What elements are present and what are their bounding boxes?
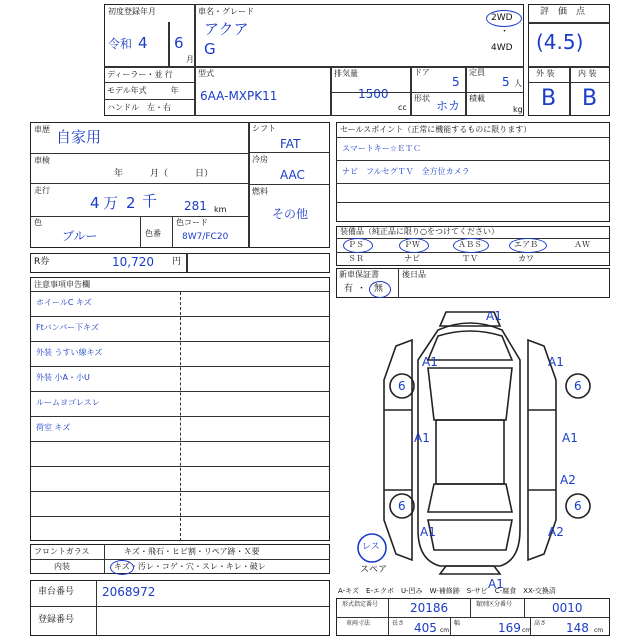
note-3: 外装 うすい線キズ <box>36 348 103 357</box>
warranty-yes: 有 <box>344 284 354 294</box>
note-4: 外装 小A・小U <box>36 373 90 382</box>
equip-pw: ＰＷ <box>404 240 420 249</box>
mark-right-rear: A2 <box>548 525 564 539</box>
color-code: 8W7/FC20 <box>182 232 229 242</box>
color: ブルー <box>62 229 98 243</box>
selling-point-1: スマートキー☆ＥＴＣ <box>342 144 422 153</box>
mark-front: A1 <box>486 309 502 323</box>
recycle-amount: 10,720 <box>112 255 154 269</box>
handle-label: ハンドル 左・右 <box>107 103 171 112</box>
ac: AAC <box>280 168 305 182</box>
width-label: 幅 <box>454 620 461 627</box>
cert-no: 20186 <box>410 601 449 615</box>
fuel: その他 <box>272 207 309 221</box>
recycle-label: R券 <box>34 257 50 267</box>
car-rear-bumper <box>440 566 500 574</box>
length-cm: cm <box>440 627 450 634</box>
score: (4.5) <box>536 30 584 54</box>
width: 169 <box>498 621 521 635</box>
equipment-label: 装備品（純正品に限り○をつけてください） <box>340 227 499 236</box>
equip-sr: ＳＲ <box>348 254 364 263</box>
ac-label: 冷房 <box>252 155 268 164</box>
mileage-rest: 281 <box>184 199 207 213</box>
grade: G <box>204 40 216 58</box>
mark-left-mid: A1 <box>414 431 430 445</box>
score-label: 評 価 点 <box>540 7 586 17</box>
height-cm: cm <box>594 627 604 634</box>
car-hood <box>428 331 512 360</box>
mark-wheel-rl: 6 <box>398 499 406 513</box>
recycle-unit: 円 <box>172 257 182 267</box>
color-code-label: 色コード <box>176 218 208 227</box>
notes-label: 注意事項申告欄 <box>34 280 90 289</box>
dealer-label: ディーラー・並 行 <box>107 70 173 79</box>
doors: 5 <box>452 75 460 89</box>
capacity-unit: 人 <box>514 79 522 88</box>
equip-navi: ナビ <box>404 254 420 263</box>
class-no: 0010 <box>552 601 583 615</box>
warranty-no: 無 <box>374 284 384 294</box>
drive-2wd: 2WD <box>491 13 513 23</box>
inspection-value: 年 月（ 日） <box>114 169 214 179</box>
mileage-sen-unit: 千 <box>142 192 158 210</box>
chassis-no: 2068972 <box>102 585 156 599</box>
drive-dot: ・ <box>500 27 510 37</box>
month-unit: 月 <box>186 55 194 64</box>
mark-left-rear: A1 <box>420 525 436 539</box>
car-name-label: 車名・グレード <box>198 7 254 16</box>
shape: ホカ <box>436 99 461 113</box>
damage-legend: A-キズ E-エクボ U-凹み W-補修跡 S-サビ C-腐食 XX-交換済 <box>338 587 556 595</box>
reg-label: 登録番号 <box>38 615 75 625</box>
cert-label: 形式指定番号 <box>342 601 379 608</box>
mileage-man: 4 <box>90 194 100 212</box>
width-cm: cm <box>522 627 532 634</box>
selling-point-2: ナビ フルセグＴＶ 全方位カメラ <box>342 167 470 176</box>
load-label: 積載 <box>469 94 485 103</box>
length-label: 長さ <box>392 620 405 627</box>
equip-tv: ＴＶ <box>462 254 478 263</box>
selling-points-label: セールスポイント（正常に機能するものに限ります） <box>340 125 532 134</box>
car-windshield <box>428 368 512 420</box>
shift-label: シフト <box>252 124 276 133</box>
color-no-label: 色番 <box>145 229 161 238</box>
mark-rear: A1 <box>488 577 504 591</box>
displacement-label: 排気量 <box>334 69 358 78</box>
reg-month: 6 <box>174 34 184 52</box>
model-year-label: モデル年式 年 <box>107 86 179 95</box>
car-roof <box>436 420 504 484</box>
kg-unit: kg <box>513 105 523 114</box>
mark-right-front: A1 <box>548 355 564 369</box>
usage: 自家用 <box>56 128 102 146</box>
mark-right-rear-upper: A2 <box>560 473 576 487</box>
chassis-label: 車台番号 <box>38 587 75 597</box>
exterior-grade: B <box>541 86 557 111</box>
inspection-label: 車検 <box>34 156 50 165</box>
shift: FAT <box>280 137 301 151</box>
door-label: ドア <box>414 68 430 77</box>
exterior-label: 外 装 <box>536 69 555 78</box>
fuel-label: 燃料 <box>252 187 268 196</box>
mark-wheel-fr: 6 <box>574 379 582 393</box>
equip-aw: ＡＷ <box>574 240 590 249</box>
spec-row-label: 車両寸法 <box>346 620 371 627</box>
mileage-label: 走行 <box>34 186 50 195</box>
shape-label: 形状 <box>414 94 430 103</box>
first-reg-label: 初度登録年月 <box>108 7 156 16</box>
mark-left-front: A1 <box>422 355 438 369</box>
interior-options: キズ・汚レ・コゲ・穴・スレ・キレ・破レ <box>114 562 266 571</box>
equip-airbag: エアＢ <box>514 240 538 249</box>
warranty-dot: ・ <box>357 284 367 294</box>
spare-label: スペア <box>360 565 388 575</box>
interior-row-label: 内装 <box>54 562 70 571</box>
mark-wheel-rr: 6 <box>574 499 582 513</box>
note-6: 荷室 キズ <box>36 423 71 432</box>
reg-year: 4 <box>138 34 148 52</box>
usage-label: 車歴 <box>34 125 50 134</box>
car-rear-window <box>428 484 512 512</box>
mileage-sen: 2 <box>126 194 136 212</box>
era: 令和 <box>108 37 133 51</box>
later-label: 後日品 <box>402 270 426 279</box>
km-unit: km <box>214 205 227 214</box>
car-trunk <box>428 520 512 550</box>
mileage-man-unit: 万 <box>103 194 119 212</box>
warranty-label: 新車保証書 <box>339 270 379 279</box>
capacity: 5 <box>502 75 510 89</box>
mark-right-mid: A1 <box>562 431 578 445</box>
windshield-options: キズ・飛石・ヒビ割・リペア跡・Ｘ要 <box>124 547 260 556</box>
car-left-side <box>384 340 412 560</box>
displacement: 1500 <box>358 87 389 101</box>
class-label: 類別区分番号 <box>476 601 513 608</box>
mark-wheel-fl: 6 <box>398 379 406 393</box>
interior-grade: B <box>582 86 598 111</box>
length: 405 <box>414 621 437 635</box>
cc-unit: cc <box>398 103 407 112</box>
interior-label: 内 装 <box>578 69 597 78</box>
drive-4wd: 4WD <box>491 43 513 53</box>
car-name: アクア <box>204 20 249 38</box>
equip-abs: ＡＢＳ <box>458 240 482 249</box>
equip-ps: ＰＳ <box>348 240 364 249</box>
color-label: 色 <box>34 218 42 227</box>
type-label: 型式 <box>198 69 214 78</box>
model-code: 6AA-MXPK11 <box>200 89 278 103</box>
note-5: ルームヨゴレスレ <box>36 398 100 407</box>
note-2: Ftバンパー下キズ <box>36 323 100 332</box>
height: 148 <box>566 621 589 635</box>
capacity-label: 定員 <box>469 68 485 77</box>
height-label: 高さ <box>534 620 547 627</box>
equip-leather: カワ <box>518 254 534 263</box>
spare-mark: レス <box>362 542 380 552</box>
note-1: ホイールC キズ <box>36 298 92 307</box>
windshield-label: フロントガラス <box>34 547 90 556</box>
